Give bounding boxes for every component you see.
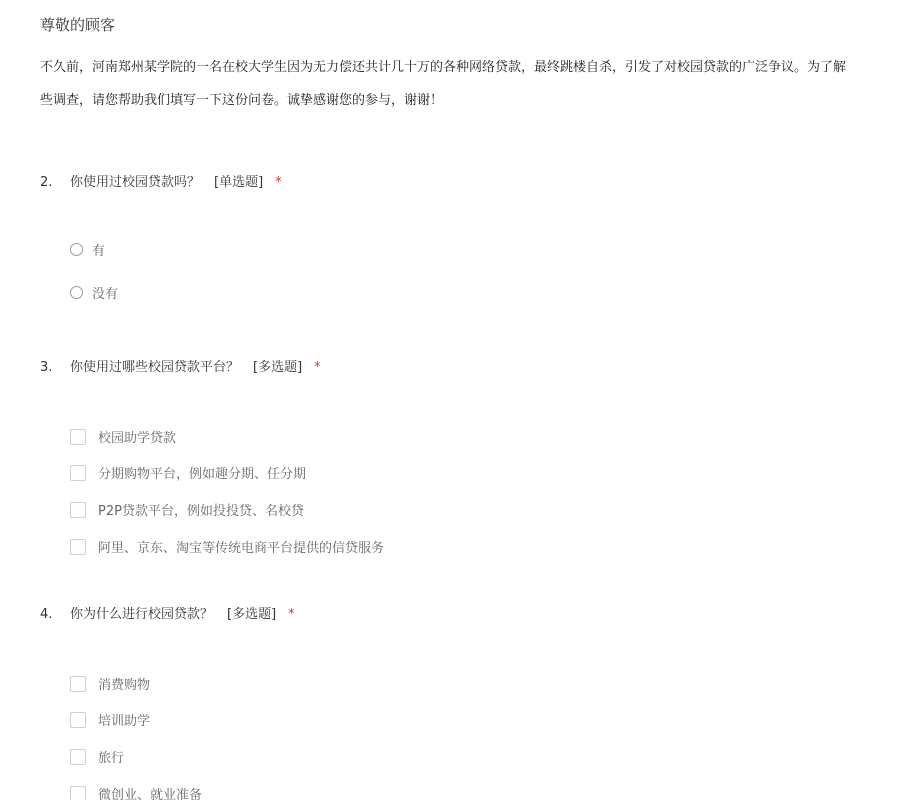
required-marker: * [314,360,321,375]
option-label: 消费购物 [98,678,151,693]
question-number: 2. [40,175,53,190]
option-label: 没有 [92,287,119,302]
option-label: P2P贷款平台，例如投投贷、名校贷 [98,504,304,519]
checkbox-option-training-study[interactable] [70,710,150,729]
checkbox-icon[interactable] [70,465,86,481]
checkbox-icon[interactable] [70,502,86,518]
checkbox-icon[interactable] [70,429,86,445]
option-label: 有 [92,244,106,259]
question-type-label: [多选题] [253,360,303,375]
checkbox-option-p2p-platform[interactable] [70,500,304,519]
checkbox-option-ecommerce-credit[interactable] [70,537,384,556]
question-type-label: [多选题] [227,607,277,622]
question-text: 你为什么进行校园贷款？ [70,607,214,622]
question-2-title [40,171,282,190]
checkbox-option-campus-student-loan[interactable] [70,427,176,446]
radio-circle-icon[interactable] [70,243,83,256]
checkbox-icon[interactable] [70,539,86,555]
option-label: 校园助学贷款 [98,431,177,446]
required-marker: * [288,607,295,622]
radio-option-meiyou[interactable] [70,283,118,302]
question-number: 3. [40,360,53,375]
option-label: 阿里、京东、淘宝等传统电商平台提供的信贷服务 [98,541,385,556]
greeting-heading: 尊敬的顾客 [40,16,116,34]
checkbox-option-startup-employment[interactable] [70,784,202,800]
intro-text-line-1: 不久前，河南郑州某学院的一名在校大学生因为无力偿还共计几十万的各种网络贷款，最终跳楼自杀，引发了对校园贷款的广泛争议。为了解 [40,60,847,75]
checkbox-option-travel[interactable] [70,747,124,766]
required-marker: * [275,175,282,190]
question-text: 你使用过哪些校园贷款平台？ [70,360,240,375]
radio-option-you[interactable] [70,240,105,259]
question-type-label: [单选题] [214,175,264,190]
checkbox-option-consumer-shopping[interactable] [70,674,150,693]
checkbox-option-installment-platform[interactable] [70,463,306,482]
checkbox-icon[interactable] [70,749,86,765]
checkbox-icon[interactable] [70,712,86,728]
question-text: 你使用过校园贷款吗？ [70,175,201,190]
checkbox-icon[interactable] [70,786,86,800]
radio-circle-icon[interactable] [70,286,83,299]
intro-text-line-2: 些调查，请您帮助我们填写一下这份问卷。诚挚感谢您的参与，谢谢！ [40,93,444,108]
checkbox-icon[interactable] [70,676,86,692]
question-number: 4. [40,607,53,622]
option-label: 分期购物平台，例如趣分期、任分期 [98,467,307,482]
option-label: 旅行 [98,751,125,766]
option-label: 微创业、就业准备 [98,788,203,800]
question-3-title [40,356,321,375]
option-label: 培训助学 [98,714,151,729]
question-4-title [40,603,295,622]
